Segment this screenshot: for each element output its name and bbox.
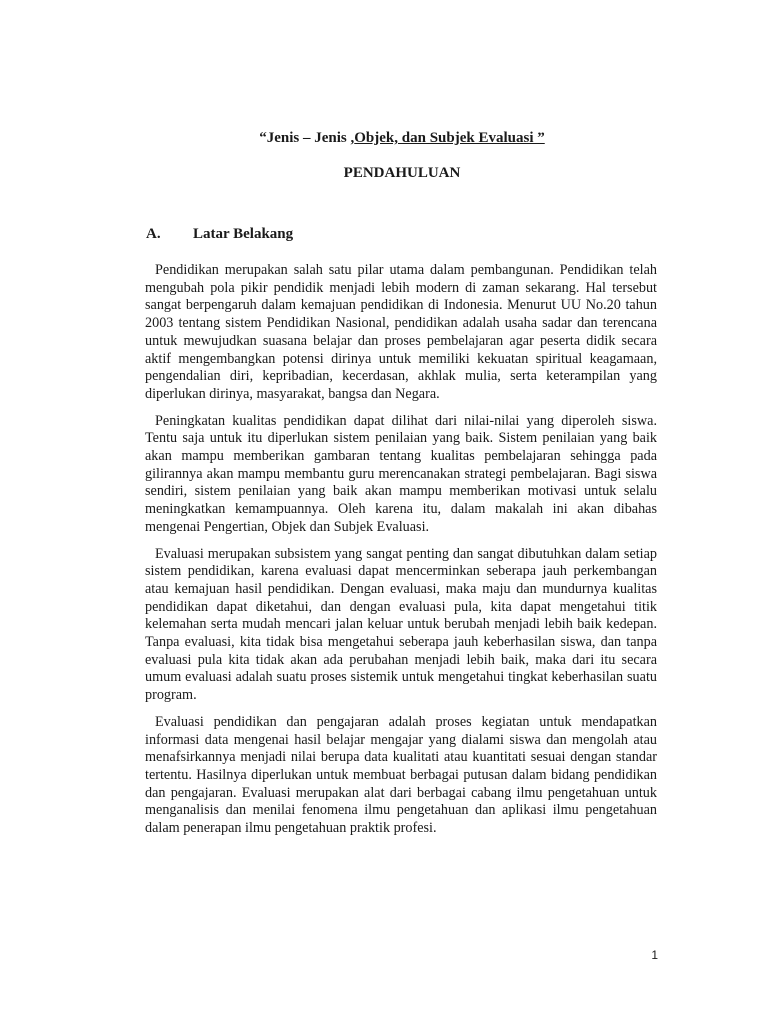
document-title xyxy=(0,128,768,148)
section-heading xyxy=(146,224,293,244)
paragraph-1: Pendidikan merupakan salah satu pilar utama dalam pembangunan. Pendidikan telah mengubah pola pikir pendidik menjadi lebih modern di zaman sekarang. Hal tersebut sangat berpengaruh dalam kemajuan pendidikan di Indonesia. Menurut UU No.20 tahun 2003 tentang sistem Pendidikan Nasional, pendidikan adalah usaha sadar dan terencana untuk mewujudkan suasana belajar dan proses pembelajaran agar peserta didik secara aktif mengembangkan potensi dirinya untuk memiliki kekuatan spiritual keagamaan, pengendalian diri, kepribadian, kecerdasan, akhlak mulia, serta keterampilan yang diperlukan dirinya, masyarakat, bangsa dan Negara. xyxy=(145,262,657,402)
section-number: A. xyxy=(146,226,161,242)
title-underlined: Objek, dan Subjek Evaluasi ” xyxy=(354,130,545,146)
section-heading-text: Latar Belakang xyxy=(193,226,294,242)
section-title-pendahuluan: PENDAHULUAN xyxy=(343,165,461,181)
title-prefix: “Jenis – Jenis , xyxy=(259,130,355,146)
paragraph-2: Peningkatan kualitas pendidikan dapat dilihat dari nilai-nilai yang diperoleh siswa. Tentu saja untuk itu diperlukan sistem penilaian yang baik. Sistem penilaian yang baik akan mampu memberikan gambaran tentang kualitas pembelajaran sehingga pada gilirannya akan mampu membantu guru merencanakan strategi pembelajaran. Bagi siswa sendiri, sistem penilaian yang baik akan mampu memberikan motivasi untuk selalu meningkatkan kemampuannya. Oleh karena itu, dalam makalah ini akan dibahas mengenai Pengertian, Objek dan Subjek Evaluasi. xyxy=(145,412,657,535)
body-text xyxy=(145,262,657,847)
page-number: 1 xyxy=(651,948,658,962)
paragraph-3: Evaluasi merupakan subsistem yang sangat penting dan sangat dibutuhkan dalam setiap sistem pendidikan, karena evaluasi dapat mencerminkan seberapa jauh perkembangan atau kemajuan hasil pendidikan. Dengan evaluasi, maka maju dan mundurnya kualitas pendidikan dapat diketahui, dan dengan evaluasi pula, kita dapat mengetahui titik kelemahan serta mudah mencari jalan keluar untuk berubah menjadi lebih baik kedepan. Tanpa evaluasi, kita tidak bisa mengetahui seberapa jauh keberhasilan siswa, dan tanpa evaluasi pula kita tidak akan ada perubahan menjadi lebih baik, maka dari itu secara umum evaluasi adalah suatu proses sistemik untuk mengetahui tingkat keberhasilan suatu program. xyxy=(145,545,657,704)
paragraph-4: Evaluasi pendidikan dan pengajaran adalah proses kegiatan untuk mendapatkan informasi data mengenai hasil belajar mengajar yang dialami siswa dan mengolah atau menafsirkannya menjadi nilai berupa data kualitati atau kuantitati sesuai dengan standar tertentu. Hasilnya diperlukan untuk membuat berbagai putusan dalam bidang pendidikan dan pengajaran. Evaluasi merupakan alat dari berbagai cabang ilmu pengetahuan untuk menganalisis dan menilai fenomena ilmu pengetahuan dan aplikasi ilmu pengetahuan dalam penerapan ilmu pengetahuan praktik profesi. xyxy=(145,713,657,837)
